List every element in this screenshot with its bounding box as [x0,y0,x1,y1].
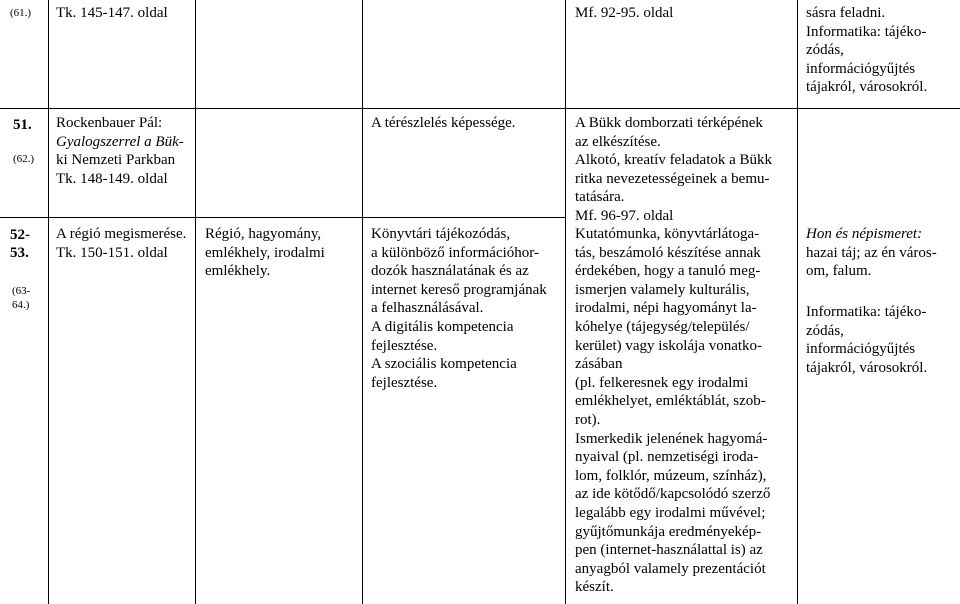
text-line: Gyalogszerrel a Bük- [56,133,184,150]
column-divider [362,0,363,604]
row-divider [0,108,960,109]
row-52-53-ref [12,284,30,312]
text-line: 53. [10,245,29,261]
cross-curricular-text [806,244,937,281]
row-52-53-title [56,225,186,262]
text-line: Ismerkedik jelenének hagyomá- [575,430,768,447]
row-52-53-activity [575,225,770,597]
text-line: tájakról, városokról. [806,359,928,376]
text-line: dozók használatának és az [371,263,529,280]
column-divider [797,0,798,604]
text-line: irodalmi, népi hagyományt la- [575,300,757,317]
text-line: kóhelye (tájegység/település/ [575,318,750,335]
text-line: a különböző információhor- [371,244,539,261]
row-61-title: Tk. 145-147. oldal [56,5,168,21]
text-line: (63- [12,285,31,297]
text-line: Könyvtári tájékozódás, [371,226,511,242]
row-61-cross [806,4,927,97]
row-51-ref: (62.) [13,153,35,165]
text-line: zásában [575,356,623,373]
text-line: érdekében, hogy a tanuló meg- [575,263,761,280]
row-61-ref: (61.) [10,7,32,19]
text-line: pen (internet-használattal is) az [575,542,763,559]
text-line: Informatika: tájéko- [806,23,927,40]
row-51-activity [575,114,772,226]
text-line: anyagból valamely prezentációt [575,560,766,577]
row-51-number: 51. [13,117,32,133]
text-line: A szociális kompetencia [371,356,517,373]
row-52-53-cross [806,225,937,281]
text-line: zódás, [806,42,844,59]
row-52-53-number [10,226,30,262]
text-line: emlékhely. [205,263,271,280]
text-line: tájakról, városokról. [806,79,928,96]
text-line: legalább egy irodalmi művével; [575,504,766,521]
row-52-53-theme [205,225,325,281]
text-line: Alkotó, kreatív feladatok a Bükk [575,152,773,169]
text-line: emlékhelyet, emléktáblát, szob- [575,393,766,410]
text-line: emlékhely, irodalmi [205,244,325,261]
text-line: Tk. 148-149. oldal [56,170,168,187]
text-line: Rockenbauer Pál: [56,115,163,131]
column-divider [48,0,49,604]
text-line: (pl. felkeresnek egy irodalmi [575,374,749,391]
row-51-competency: A térészlelés képessége. [371,115,516,131]
text-line: nyaival (pl. nemzetiségi iroda- [575,449,759,466]
text-line: az ide kötődő/kapcsolódó szerző [575,486,771,503]
text-line: A Bükk domborzati térképének [575,115,763,131]
text-line: A digitális kompetencia [371,318,514,335]
text-line: ritka nevezetességeinek a bemu- [575,170,770,187]
text-line: Mf. 96-97. oldal [575,207,674,224]
text-line: zódás, [806,322,844,339]
text-line: az elkészítése. [575,133,661,150]
row-52-53-cross-informatics [806,303,927,377]
text-line: rot). [575,411,601,428]
text-line: információgyűjtés [806,60,916,77]
row-61-activity: Mf. 92-95. oldal [575,5,674,21]
text-line: Informatika: tájéko- [806,304,927,320]
text-line: internet kereső programjának [371,281,547,298]
text-line: Kutatómunka, könyvtárlátoga- [575,226,760,242]
text-line: ki Nemzeti Parkban [56,152,176,169]
text-line: A régió megismerése. [56,226,187,242]
text-line: 64.) [12,299,30,311]
text-line: fejlesztése. [371,337,438,354]
text-line: információgyűjtés [806,341,916,358]
text-line: Régió, hagyomány, [205,226,322,242]
text-line: fejlesztése. [371,374,438,391]
column-divider [195,0,196,604]
text-line: hazai táj; az én város- [806,244,937,261]
cross-curricular-heading: Hon és népismeret: [806,226,923,242]
row-51-title [56,114,184,188]
column-divider [565,0,566,604]
text-line: om, falum. [806,263,872,280]
text-line: gyűjtőmunkája eredményekép- [575,523,762,540]
text-line: ismerjen valamely kulturális, [575,281,750,298]
text-line: a felhasználásával. [371,300,484,317]
text-line: Tk. 150-151. oldal [56,244,168,261]
text-line: 52- [10,227,30,243]
text-line: tás, beszámoló készítése annak [575,244,761,261]
text-line: tatására. [575,189,625,206]
text-line: sásra feladni. [806,5,886,21]
text-line: készít. [575,579,614,596]
text-line: lom, folklór, múzeum, színház), [575,467,767,484]
text-line: kerület) vagy iskolája vonatko- [575,337,763,354]
row-52-53-competency [371,225,547,392]
row-divider [0,217,565,218]
